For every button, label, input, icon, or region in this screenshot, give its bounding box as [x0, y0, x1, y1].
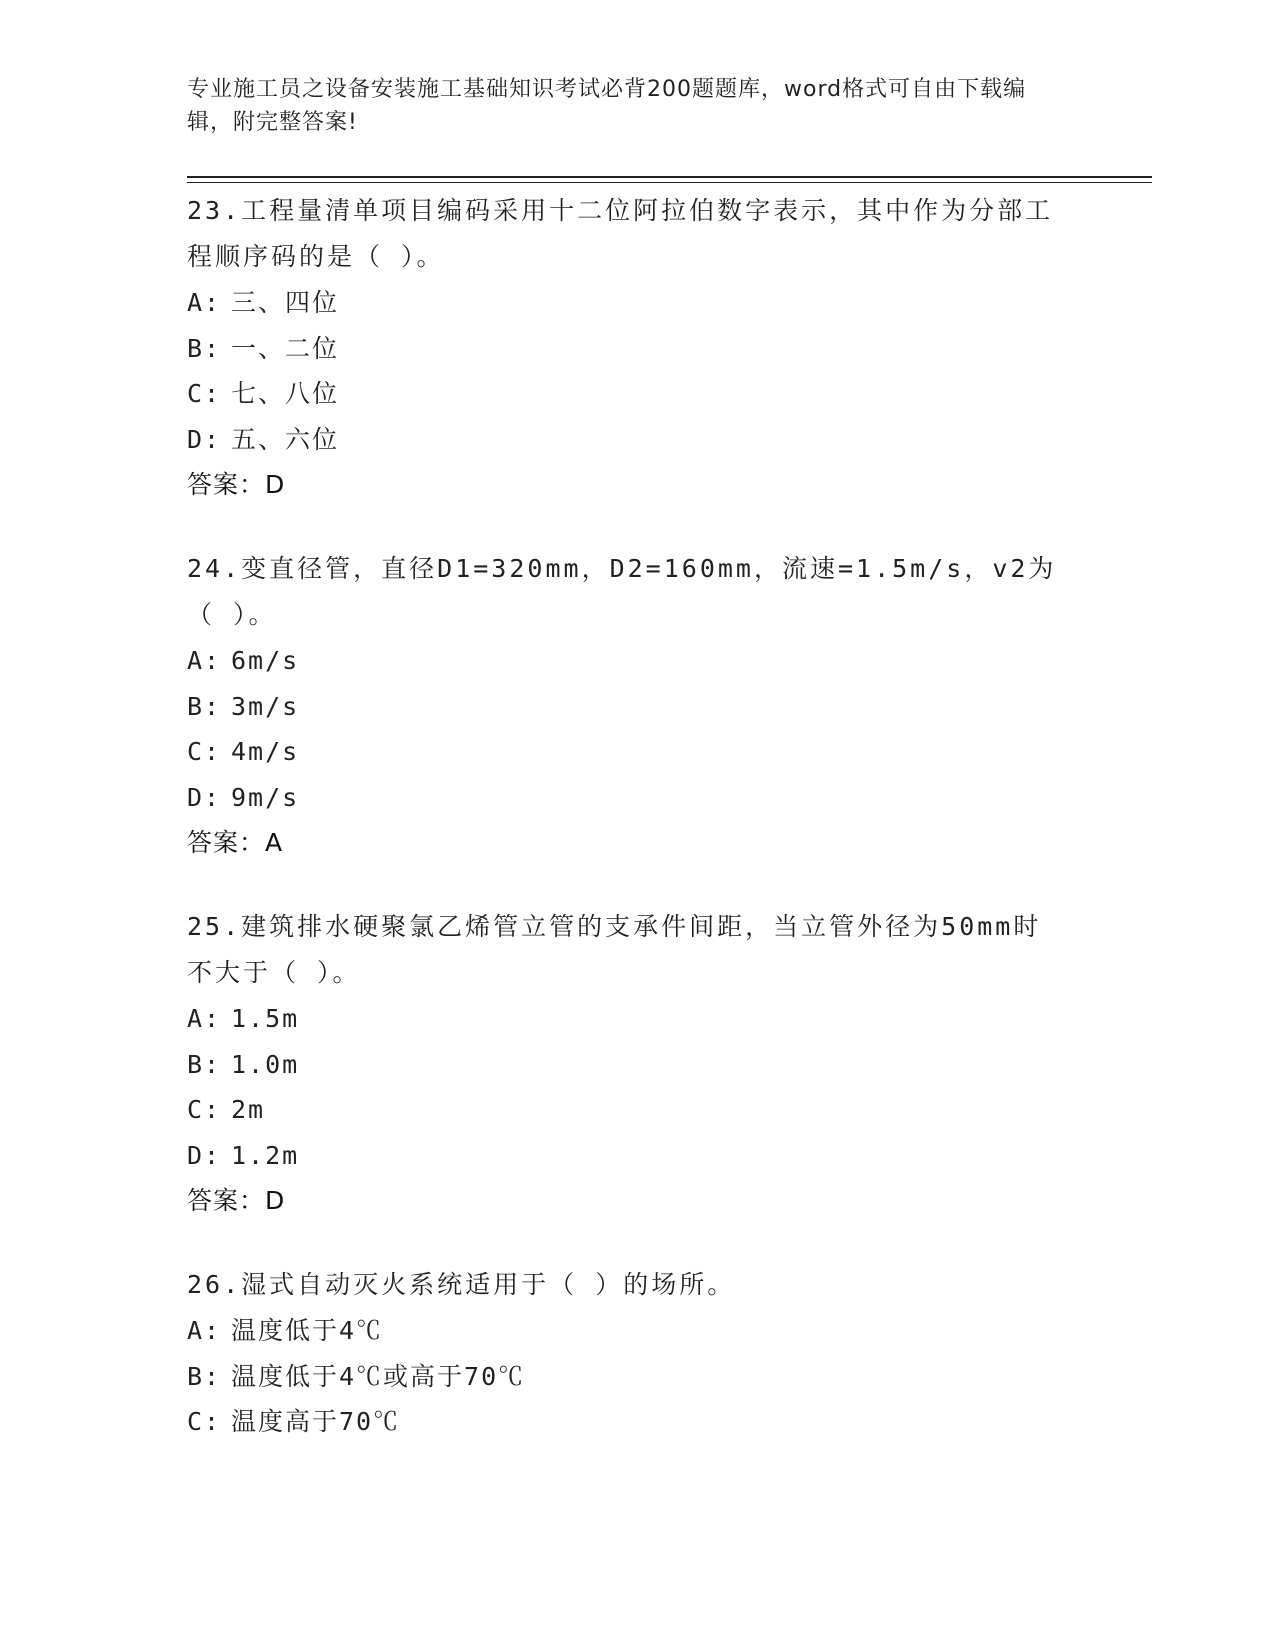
question-26: [187, 1262, 1067, 1445]
option-a: [187, 280, 1067, 326]
option-c: [187, 1399, 1067, 1445]
answer-label: 答案：A: [187, 828, 284, 857]
option-text: 1.5m: [231, 1004, 300, 1033]
document-header: 专业施工员之设备安装施工基础知识考试必背200题题库，word格式可自由下载编辑，附完整答案!: [187, 77, 1027, 135]
option-text: 9m/s: [231, 782, 300, 812]
question-stem: 24.变直径管，直径D1=320mm，D2=160mm，流速=1.5m/s，v2为（ ）。: [187, 554, 1057, 629]
option-b: [187, 326, 1067, 372]
option-letter: D:: [187, 782, 222, 812]
option-a: [187, 638, 1067, 684]
option-letter: B:: [187, 1049, 222, 1079]
option-a: [187, 1308, 1067, 1354]
option-letter: C:: [187, 379, 222, 408]
answer-label: 答案：D: [187, 470, 286, 499]
option-a: [187, 996, 1067, 1042]
option-c: [187, 371, 1067, 417]
option-text: 三、四位: [231, 288, 340, 317]
option-letter: D:: [187, 424, 222, 454]
option-d: [187, 417, 1067, 463]
option-text: 2m: [231, 1095, 266, 1124]
question-24: [187, 546, 1067, 866]
header-divider-thin: [187, 182, 1152, 183]
option-letter: B:: [187, 691, 222, 721]
header-divider-thick: [187, 176, 1152, 178]
question-23: [187, 188, 1067, 508]
answer-label: 答案：D: [187, 1186, 286, 1215]
option-d: [187, 775, 1067, 821]
option-text: 1.0m: [231, 1049, 300, 1079]
question-25: [187, 904, 1067, 1224]
option-letter: C:: [187, 737, 222, 766]
document-page: [187, 0, 1152, 1650]
option-letter: B:: [187, 333, 222, 363]
option-d: [187, 1133, 1067, 1179]
option-b: [187, 684, 1067, 730]
option-text: 五、六位: [231, 424, 340, 454]
option-b: [187, 1354, 1067, 1400]
option-c: [187, 729, 1067, 775]
option-text: 1.2m: [231, 1140, 300, 1170]
question-stem: 23.工程量清单项目编码采用十二位阿拉伯数字表示，其中作为分部工程顺序码的是（ ）。: [187, 196, 1054, 271]
option-letter: C:: [187, 1095, 222, 1124]
option-text: 温度低于4℃或高于70℃: [231, 1361, 526, 1391]
option-letter: B:: [187, 1361, 222, 1391]
option-text: 温度高于70℃: [231, 1407, 401, 1436]
option-letter: C:: [187, 1407, 222, 1436]
question-list: [187, 188, 1067, 1483]
question-stem: 25.建筑排水硬聚氯乙烯管立管的支承件间距，当立管外径为50mm时不大于（ ）。: [187, 912, 1042, 987]
option-b: [187, 1042, 1067, 1088]
option-letter: A:: [187, 1316, 222, 1345]
option-text: 6m/s: [231, 646, 300, 675]
option-text: 七、八位: [231, 379, 340, 408]
option-text: 一、二位: [231, 333, 340, 363]
option-letter: A:: [187, 288, 222, 317]
option-text: 4m/s: [231, 737, 300, 766]
option-letter: A:: [187, 1004, 222, 1033]
option-letter: A:: [187, 646, 222, 675]
question-stem: 26.湿式自动灭火系统适用于（ ）的场所。: [187, 1270, 736, 1299]
option-c: [187, 1087, 1067, 1133]
option-text: 温度低于4℃: [231, 1316, 384, 1345]
option-text: 3m/s: [231, 691, 300, 721]
option-letter: D:: [187, 1140, 222, 1170]
